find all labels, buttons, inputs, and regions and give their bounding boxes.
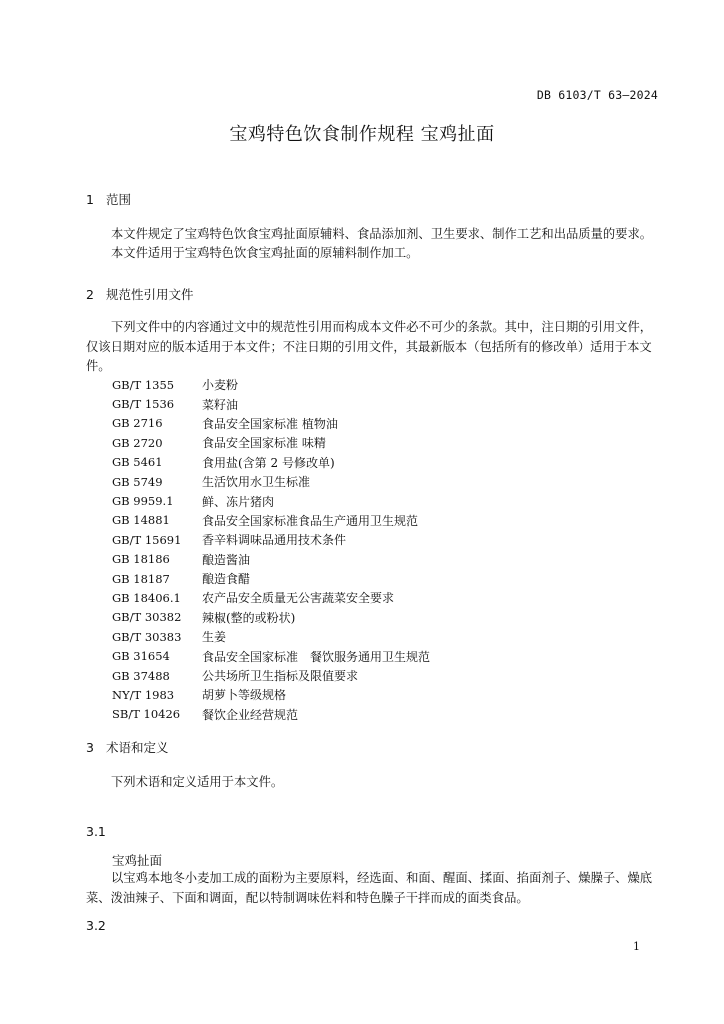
document-code: DB 6103/T 63—2024 xyxy=(536,88,658,102)
reference-title: 食品安全国家标准 植物油 xyxy=(202,416,338,431)
reference-title: 酿造食醋 xyxy=(202,572,251,587)
reference-code: GB/T 30382 xyxy=(112,610,182,625)
reference-title: 鲜、冻片猪肉 xyxy=(202,494,275,509)
reference-code: GB 18186 xyxy=(112,552,170,567)
reference-title: 小麦粉 xyxy=(202,378,239,393)
section-number: 2 xyxy=(86,287,94,302)
reference-row xyxy=(112,414,430,433)
reference-code: GB 5749 xyxy=(112,474,163,489)
reference-title: 生姜 xyxy=(202,630,227,645)
scope-paragraph-2: 本文件适用于宝鸡特色饮食宝鸡扯面的原辅料制作加工。 xyxy=(111,246,419,260)
section-number: 1 xyxy=(86,192,94,207)
reference-row xyxy=(112,588,430,607)
reference-row xyxy=(112,472,430,491)
reference-title: 食品安全国家标准 味精 xyxy=(202,436,326,451)
term-number: 3.2 xyxy=(86,918,106,933)
reference-title: 农产品安全质量无公害蔬菜安全要求 xyxy=(202,591,395,606)
scope-paragraph-1: 本文件规定了宝鸡特色饮食宝鸡扯面原辅料、食品添加剂、卫生要求、制作工艺和出品质量的要求。 xyxy=(111,227,653,241)
reference-code: GB 31654 xyxy=(112,649,170,664)
reference-row xyxy=(112,608,430,627)
page-number: 1 xyxy=(633,940,640,953)
page-title: 宝鸡特色饮食制作规程 宝鸡扯面 xyxy=(229,124,495,145)
reference-list xyxy=(112,375,430,724)
term-name: 宝鸡扯面 xyxy=(112,853,163,868)
reference-code: GB 18187 xyxy=(112,571,170,586)
section-title: 术语和定义 xyxy=(106,740,169,755)
section-title: 范围 xyxy=(106,192,132,207)
reference-code: SB/T 10426 xyxy=(112,707,181,722)
reference-row xyxy=(112,569,430,588)
reference-title: 食品安全国家标准食品生产通用卫生规范 xyxy=(202,513,419,528)
reference-title: 酿造酱油 xyxy=(202,552,251,567)
reference-code: GB/T 30383 xyxy=(112,629,182,644)
reference-code: GB/T 1355 xyxy=(112,377,175,392)
reference-row xyxy=(112,511,430,530)
reference-row xyxy=(112,646,430,665)
reference-title: 香辛料调味品通用技术条件 xyxy=(202,533,347,548)
section-heading-scope xyxy=(86,190,131,208)
section-number: 3 xyxy=(86,740,94,755)
reference-title: 食品安全国家标准 餐饮服务通用卫生规范 xyxy=(202,649,431,664)
reference-code: NY/T 1983 xyxy=(112,687,175,702)
normative-intro: 下列文件中的内容通过文中的规范性引用而构成本文件必不可少的条款。其中，注日期的引用文件，仅该日期对应的版本适用于本文件；不注日期的引用文件，其最新版本（包括所有的修改单）适用于本文件。 xyxy=(86,320,653,373)
reference-code: GB 2720 xyxy=(112,435,163,450)
reference-code: GB 18406.1 xyxy=(112,590,181,605)
reference-row xyxy=(112,666,430,685)
reference-title: 公共场所卫生指标及限值要求 xyxy=(202,669,359,684)
reference-code: GB/T 1536 xyxy=(112,397,175,412)
reference-title: 菜籽油 xyxy=(202,397,239,412)
reference-title: 餐饮企业经营规范 xyxy=(202,707,299,722)
reference-row xyxy=(112,394,430,413)
section-heading-normative xyxy=(86,285,194,303)
terms-intro: 下列术语和定义适用于本文件。 xyxy=(111,775,284,789)
section-heading-terms xyxy=(86,738,169,756)
reference-row xyxy=(112,705,430,724)
reference-code: GB 2716 xyxy=(112,416,163,431)
reference-title: 生活饮用水卫生标准 xyxy=(202,475,311,490)
reference-code: GB 9959.1 xyxy=(112,494,174,509)
reference-code: GB 5461 xyxy=(112,455,163,470)
reference-code: GB 14881 xyxy=(112,513,170,528)
reference-row xyxy=(112,550,430,569)
reference-title: 胡萝卜等级规格 xyxy=(202,688,287,703)
reference-row xyxy=(112,530,430,549)
reference-row xyxy=(112,627,430,646)
reference-row xyxy=(112,685,430,704)
reference-code: GB 37488 xyxy=(112,668,170,683)
reference-title: 辣椒(整的或粉状) xyxy=(202,610,296,625)
reference-row xyxy=(112,453,430,472)
reference-code: GB/T 15691 xyxy=(112,532,182,547)
term-number: 3.1 xyxy=(86,824,106,839)
reference-row xyxy=(112,375,430,394)
reference-row xyxy=(112,433,430,452)
reference-title: 食用盐(含第 2 号修改单) xyxy=(202,455,335,470)
reference-row xyxy=(112,491,430,510)
section-title: 规范性引用文件 xyxy=(106,287,194,302)
term-definition: 以宝鸡本地冬小麦加工成的面粉为主要原料，经选面、和面、醒面、揉面、掐面剂子、燥臊子、燥底菜、泼油辣子、下面和调面，配以特制调味佐料和特色臊子干拌而成的面类食品。 xyxy=(86,871,653,905)
